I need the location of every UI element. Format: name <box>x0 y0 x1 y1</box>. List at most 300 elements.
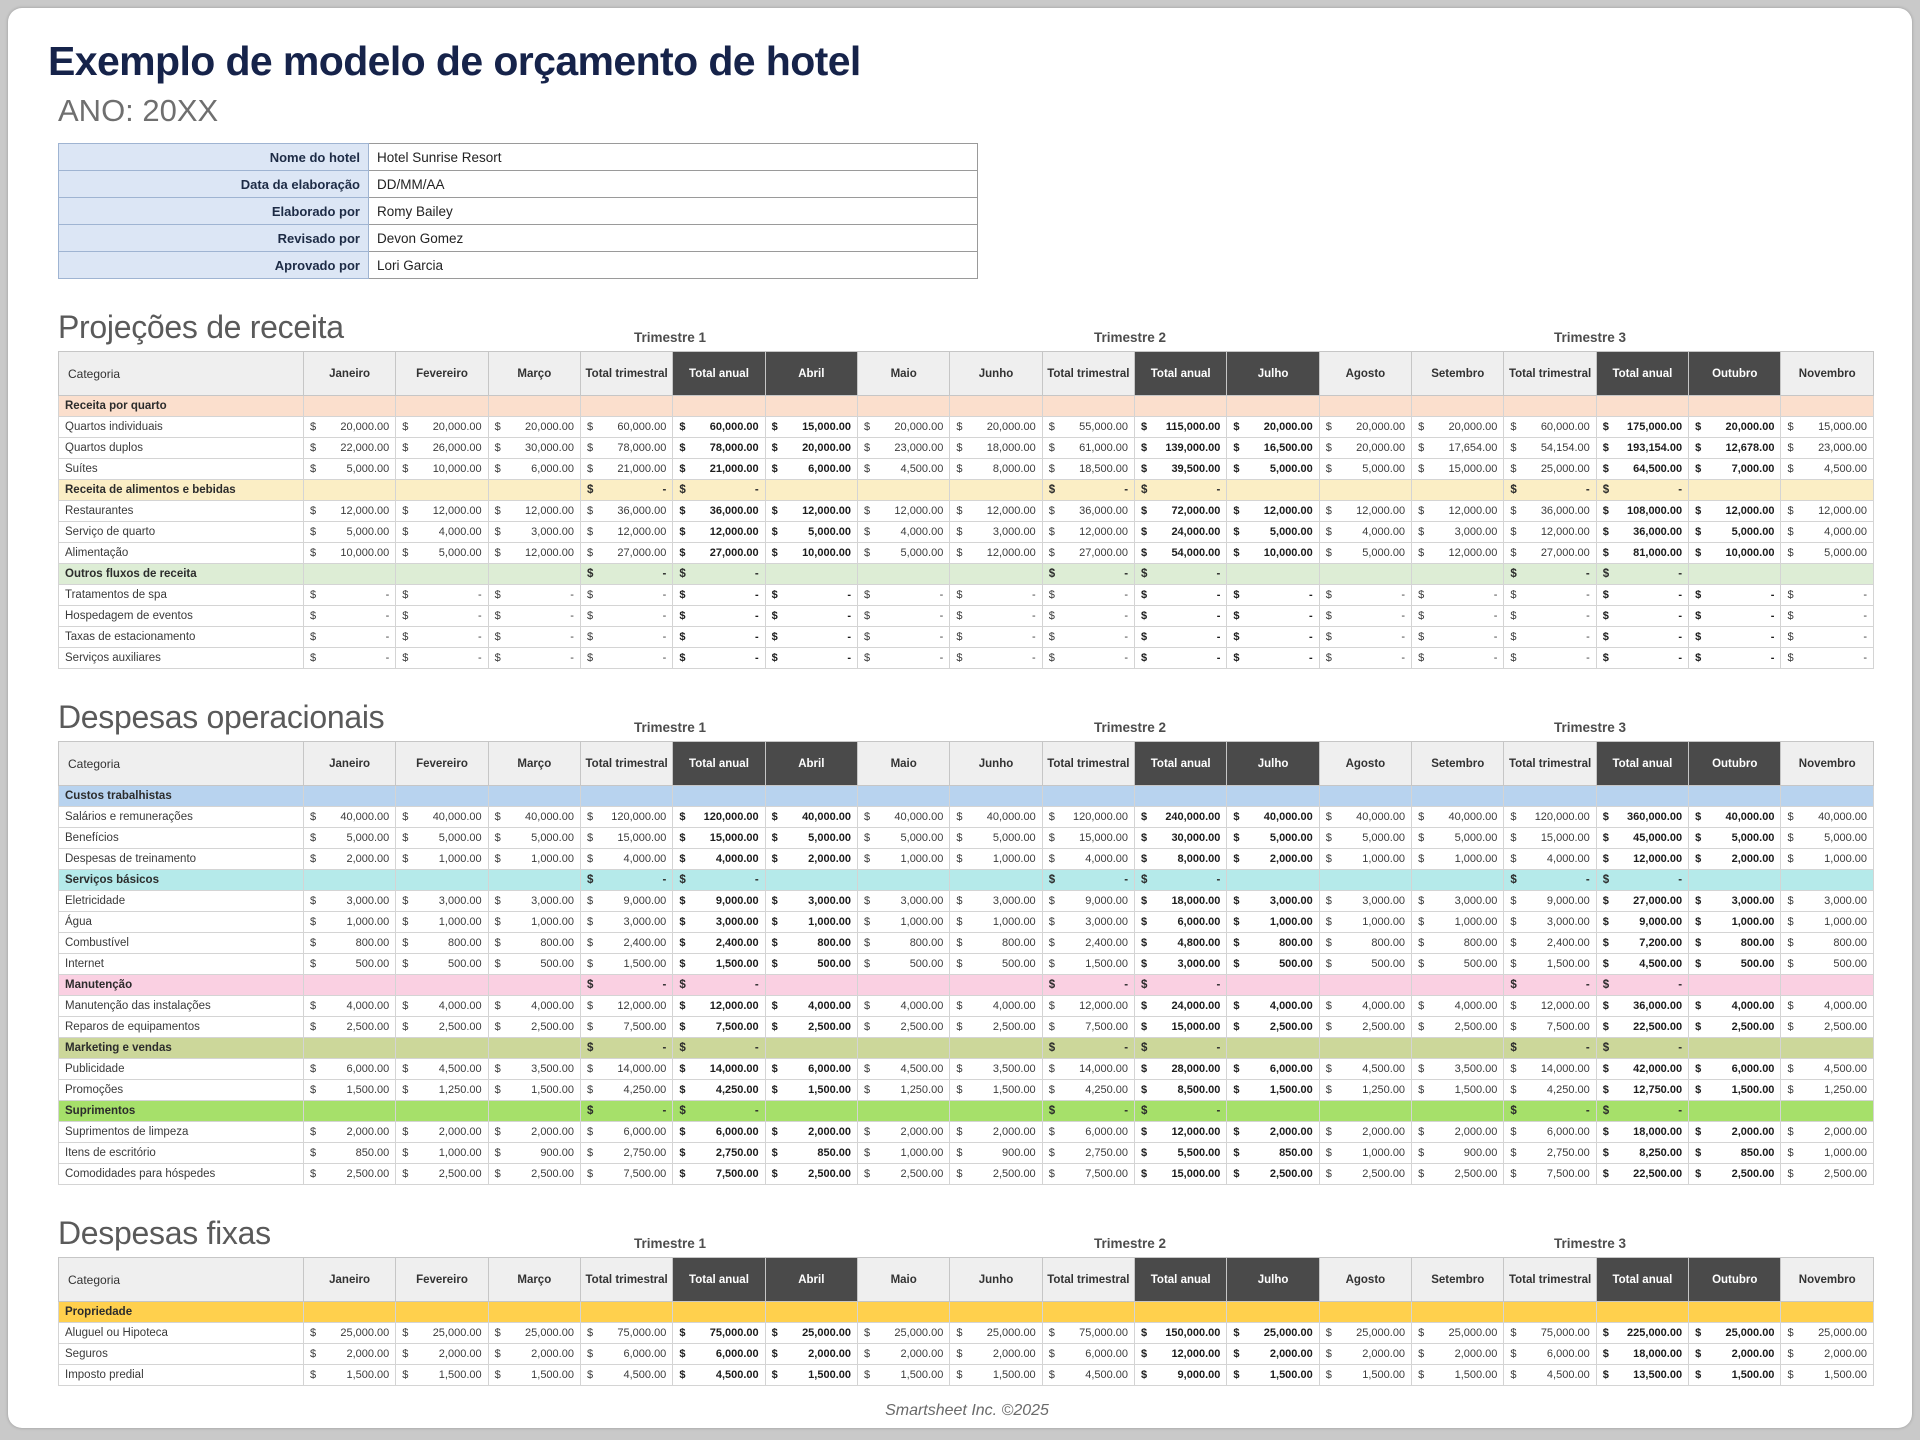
amount-cell[interactable] <box>488 1059 580 1080</box>
amount-cell[interactable] <box>858 522 950 543</box>
amount-cell[interactable] <box>303 480 395 501</box>
amount-cell[interactable] <box>1042 996 1134 1017</box>
amount-cell[interactable] <box>950 501 1042 522</box>
amount-cell[interactable] <box>1596 1365 1688 1386</box>
amount-cell[interactable] <box>303 1017 395 1038</box>
amount-cell[interactable] <box>1412 996 1504 1017</box>
amount-cell[interactable] <box>950 849 1042 870</box>
amount-cell[interactable] <box>396 786 488 807</box>
amount-cell[interactable] <box>1504 585 1596 606</box>
amount-cell[interactable] <box>1227 828 1319 849</box>
amount-cell[interactable] <box>673 459 765 480</box>
amount-cell[interactable] <box>1689 870 1781 891</box>
amount-cell[interactable] <box>858 1038 950 1059</box>
amount-cell[interactable] <box>488 1302 580 1323</box>
amount-cell[interactable] <box>1319 459 1411 480</box>
amount-cell[interactable] <box>1504 564 1596 585</box>
amount-cell[interactable] <box>673 891 765 912</box>
amount-cell[interactable] <box>1227 459 1319 480</box>
amount-cell[interactable] <box>1781 396 1874 417</box>
amount-cell[interactable] <box>396 459 488 480</box>
amount-cell[interactable] <box>1042 891 1134 912</box>
amount-cell[interactable] <box>673 501 765 522</box>
amount-cell[interactable] <box>950 627 1042 648</box>
amount-cell[interactable] <box>580 627 672 648</box>
amount-cell[interactable] <box>1504 1101 1596 1122</box>
amount-cell[interactable] <box>580 870 672 891</box>
amount-cell[interactable] <box>858 1101 950 1122</box>
amount-cell[interactable] <box>303 786 395 807</box>
amount-cell[interactable] <box>488 786 580 807</box>
amount-cell[interactable] <box>1689 1101 1781 1122</box>
amount-cell[interactable] <box>1319 1365 1411 1386</box>
amount-cell[interactable] <box>1596 975 1688 996</box>
amount-cell[interactable] <box>1319 975 1411 996</box>
amount-cell[interactable] <box>673 585 765 606</box>
amount-cell[interactable] <box>1042 459 1134 480</box>
amount-cell[interactable] <box>1319 501 1411 522</box>
amount-cell[interactable] <box>303 438 395 459</box>
amount-cell[interactable] <box>396 1101 488 1122</box>
amount-cell[interactable] <box>1781 1365 1874 1386</box>
amount-cell[interactable] <box>765 1038 857 1059</box>
amount-cell[interactable] <box>1227 849 1319 870</box>
amount-cell[interactable] <box>1135 480 1227 501</box>
amount-cell[interactable] <box>1412 1080 1504 1101</box>
amount-cell[interactable] <box>1689 480 1781 501</box>
amount-cell[interactable] <box>580 933 672 954</box>
amount-cell[interactable] <box>1596 1302 1688 1323</box>
amount-cell[interactable] <box>1042 1101 1134 1122</box>
amount-cell[interactable] <box>396 1302 488 1323</box>
amount-cell[interactable] <box>1596 1344 1688 1365</box>
amount-cell[interactable] <box>950 1143 1042 1164</box>
amount-cell[interactable] <box>1412 1143 1504 1164</box>
amount-cell[interactable] <box>1504 417 1596 438</box>
amount-cell[interactable] <box>950 480 1042 501</box>
amount-cell[interactable] <box>1135 786 1227 807</box>
amount-cell[interactable] <box>1781 522 1874 543</box>
amount-cell[interactable] <box>1504 396 1596 417</box>
amount-cell[interactable] <box>858 1344 950 1365</box>
amount-cell[interactable] <box>858 459 950 480</box>
amount-cell[interactable] <box>1227 627 1319 648</box>
amount-cell[interactable] <box>1689 501 1781 522</box>
amount-cell[interactable] <box>673 786 765 807</box>
amount-cell[interactable] <box>673 849 765 870</box>
amount-cell[interactable] <box>950 891 1042 912</box>
amount-cell[interactable] <box>396 1080 488 1101</box>
amount-cell[interactable] <box>1042 396 1134 417</box>
amount-cell[interactable] <box>858 396 950 417</box>
amount-cell[interactable] <box>1042 1038 1134 1059</box>
amount-cell[interactable] <box>858 627 950 648</box>
amount-cell[interactable] <box>580 480 672 501</box>
amount-cell[interactable] <box>950 585 1042 606</box>
amount-cell[interactable] <box>1689 585 1781 606</box>
amount-cell[interactable] <box>1412 1101 1504 1122</box>
amount-cell[interactable] <box>303 1059 395 1080</box>
amount-cell[interactable] <box>858 564 950 585</box>
amount-cell[interactable] <box>1227 975 1319 996</box>
amount-cell[interactable] <box>1504 1302 1596 1323</box>
amount-cell[interactable] <box>396 438 488 459</box>
amount-cell[interactable] <box>1227 1323 1319 1344</box>
amount-cell[interactable] <box>1412 975 1504 996</box>
amount-cell[interactable] <box>1319 522 1411 543</box>
amount-cell[interactable] <box>1504 891 1596 912</box>
amount-cell[interactable] <box>673 996 765 1017</box>
amount-cell[interactable] <box>396 627 488 648</box>
amount-cell[interactable] <box>488 522 580 543</box>
amount-cell[interactable] <box>950 648 1042 669</box>
amount-cell[interactable] <box>580 564 672 585</box>
amount-cell[interactable] <box>1689 1164 1781 1185</box>
amount-cell[interactable] <box>1412 585 1504 606</box>
amount-cell[interactable] <box>1135 606 1227 627</box>
amount-cell[interactable] <box>1689 891 1781 912</box>
amount-cell[interactable] <box>580 1017 672 1038</box>
amount-cell[interactable] <box>1227 1302 1319 1323</box>
amount-cell[interactable] <box>580 807 672 828</box>
amount-cell[interactable] <box>1689 1323 1781 1344</box>
amount-cell[interactable] <box>1135 870 1227 891</box>
amount-cell[interactable] <box>1689 1038 1781 1059</box>
amount-cell[interactable] <box>1227 501 1319 522</box>
amount-cell[interactable] <box>858 786 950 807</box>
amount-cell[interactable] <box>396 501 488 522</box>
amount-cell[interactable] <box>1781 1164 1874 1185</box>
amount-cell[interactable] <box>765 606 857 627</box>
amount-cell[interactable] <box>396 849 488 870</box>
amount-cell[interactable] <box>1781 954 1874 975</box>
amount-cell[interactable] <box>303 849 395 870</box>
amount-cell[interactable] <box>765 1080 857 1101</box>
amount-cell[interactable] <box>1412 606 1504 627</box>
amount-cell[interactable] <box>765 996 857 1017</box>
amount-cell[interactable] <box>1781 807 1874 828</box>
amount-cell[interactable] <box>1412 912 1504 933</box>
amount-cell[interactable] <box>858 996 950 1017</box>
amount-cell[interactable] <box>303 870 395 891</box>
amount-cell[interactable] <box>1042 1323 1134 1344</box>
amount-cell[interactable] <box>303 954 395 975</box>
amount-cell[interactable] <box>1504 627 1596 648</box>
amount-cell[interactable] <box>1319 606 1411 627</box>
amount-cell[interactable] <box>1689 1143 1781 1164</box>
amount-cell[interactable] <box>1227 585 1319 606</box>
amount-cell[interactable] <box>303 1143 395 1164</box>
amount-cell[interactable] <box>765 1344 857 1365</box>
amount-cell[interactable] <box>950 1344 1042 1365</box>
amount-cell[interactable] <box>1227 1365 1319 1386</box>
amount-cell[interactable] <box>1135 1143 1227 1164</box>
amount-cell[interactable] <box>1504 1143 1596 1164</box>
amount-cell[interactable] <box>1319 627 1411 648</box>
amount-cell[interactable] <box>1227 480 1319 501</box>
amount-cell[interactable] <box>488 417 580 438</box>
amount-cell[interactable] <box>1596 870 1688 891</box>
amount-cell[interactable] <box>488 807 580 828</box>
amount-cell[interactable] <box>950 996 1042 1017</box>
amount-cell[interactable] <box>488 891 580 912</box>
amount-cell[interactable] <box>858 501 950 522</box>
amount-cell[interactable] <box>858 438 950 459</box>
amount-cell[interactable] <box>1504 996 1596 1017</box>
amount-cell[interactable] <box>396 828 488 849</box>
amount-cell[interactable] <box>1412 1365 1504 1386</box>
amount-cell[interactable] <box>858 891 950 912</box>
amount-cell[interactable] <box>580 849 672 870</box>
amount-cell[interactable] <box>765 396 857 417</box>
amount-cell[interactable] <box>1781 1017 1874 1038</box>
amount-cell[interactable] <box>1689 933 1781 954</box>
amount-cell[interactable] <box>1596 933 1688 954</box>
amount-cell[interactable] <box>1596 396 1688 417</box>
amount-cell[interactable] <box>488 870 580 891</box>
amount-cell[interactable] <box>1135 459 1227 480</box>
amount-cell[interactable] <box>580 1059 672 1080</box>
amount-cell[interactable] <box>303 1344 395 1365</box>
amount-cell[interactable] <box>580 954 672 975</box>
amount-cell[interactable] <box>1227 417 1319 438</box>
amount-cell[interactable] <box>1319 828 1411 849</box>
amount-cell[interactable] <box>1412 1059 1504 1080</box>
amount-cell[interactable] <box>1135 1017 1227 1038</box>
amount-cell[interactable] <box>1227 1038 1319 1059</box>
amount-cell[interactable] <box>765 828 857 849</box>
amount-cell[interactable] <box>1227 543 1319 564</box>
info-value[interactable]: DD/MM/AA <box>369 171 978 198</box>
amount-cell[interactable] <box>1781 1080 1874 1101</box>
amount-cell[interactable] <box>580 1302 672 1323</box>
amount-cell[interactable] <box>1042 522 1134 543</box>
amount-cell[interactable] <box>1689 828 1781 849</box>
amount-cell[interactable] <box>396 1323 488 1344</box>
amount-cell[interactable] <box>673 438 765 459</box>
amount-cell[interactable] <box>765 1059 857 1080</box>
amount-cell[interactable] <box>1135 1365 1227 1386</box>
amount-cell[interactable] <box>950 1059 1042 1080</box>
amount-cell[interactable] <box>1135 501 1227 522</box>
amount-cell[interactable] <box>1319 1038 1411 1059</box>
amount-cell[interactable] <box>488 564 580 585</box>
amount-cell[interactable] <box>1504 870 1596 891</box>
amount-cell[interactable] <box>950 1017 1042 1038</box>
amount-cell[interactable] <box>1227 1143 1319 1164</box>
amount-cell[interactable] <box>673 1059 765 1080</box>
amount-cell[interactable] <box>1135 891 1227 912</box>
amount-cell[interactable] <box>580 828 672 849</box>
amount-cell[interactable] <box>1412 564 1504 585</box>
amount-cell[interactable] <box>1596 1038 1688 1059</box>
amount-cell[interactable] <box>488 501 580 522</box>
amount-cell[interactable] <box>1504 807 1596 828</box>
amount-cell[interactable] <box>1227 891 1319 912</box>
amount-cell[interactable] <box>1135 975 1227 996</box>
amount-cell[interactable] <box>1412 786 1504 807</box>
amount-cell[interactable] <box>858 912 950 933</box>
amount-cell[interactable] <box>303 1101 395 1122</box>
amount-cell[interactable] <box>1042 933 1134 954</box>
amount-cell[interactable] <box>1319 1323 1411 1344</box>
amount-cell[interactable] <box>488 1323 580 1344</box>
amount-cell[interactable] <box>950 1080 1042 1101</box>
amount-cell[interactable] <box>858 828 950 849</box>
amount-cell[interactable] <box>580 438 672 459</box>
amount-cell[interactable] <box>673 1101 765 1122</box>
amount-cell[interactable] <box>950 1101 1042 1122</box>
amount-cell[interactable] <box>303 996 395 1017</box>
amount-cell[interactable] <box>1412 870 1504 891</box>
amount-cell[interactable] <box>396 564 488 585</box>
amount-cell[interactable] <box>1135 1323 1227 1344</box>
amount-cell[interactable] <box>396 648 488 669</box>
amount-cell[interactable] <box>303 648 395 669</box>
amount-cell[interactable] <box>765 648 857 669</box>
amount-cell[interactable] <box>1781 585 1874 606</box>
amount-cell[interactable] <box>1781 1038 1874 1059</box>
amount-cell[interactable] <box>1689 954 1781 975</box>
amount-cell[interactable] <box>303 417 395 438</box>
amount-cell[interactable] <box>858 954 950 975</box>
amount-cell[interactable] <box>1135 1164 1227 1185</box>
amount-cell[interactable] <box>1319 648 1411 669</box>
amount-cell[interactable] <box>1504 975 1596 996</box>
amount-cell[interactable] <box>1319 1122 1411 1143</box>
amount-cell[interactable] <box>1227 912 1319 933</box>
amount-cell[interactable] <box>1319 786 1411 807</box>
amount-cell[interactable] <box>673 606 765 627</box>
amount-cell[interactable] <box>1689 1017 1781 1038</box>
amount-cell[interactable] <box>303 828 395 849</box>
amount-cell[interactable] <box>1781 1323 1874 1344</box>
amount-cell[interactable] <box>1227 438 1319 459</box>
amount-cell[interactable] <box>1412 522 1504 543</box>
amount-cell[interactable] <box>1227 522 1319 543</box>
amount-cell[interactable] <box>1689 996 1781 1017</box>
amount-cell[interactable] <box>1412 1323 1504 1344</box>
amount-cell[interactable] <box>1135 1059 1227 1080</box>
amount-cell[interactable] <box>673 396 765 417</box>
amount-cell[interactable] <box>950 606 1042 627</box>
amount-cell[interactable] <box>1689 1344 1781 1365</box>
amount-cell[interactable] <box>580 396 672 417</box>
amount-cell[interactable] <box>1042 501 1134 522</box>
amount-cell[interactable] <box>950 975 1042 996</box>
amount-cell[interactable] <box>1596 585 1688 606</box>
amount-cell[interactable] <box>765 912 857 933</box>
amount-cell[interactable] <box>1781 975 1874 996</box>
amount-cell[interactable] <box>1689 564 1781 585</box>
amount-cell[interactable] <box>950 1323 1042 1344</box>
amount-cell[interactable] <box>1781 564 1874 585</box>
amount-cell[interactable] <box>673 522 765 543</box>
amount-cell[interactable] <box>396 606 488 627</box>
amount-cell[interactable] <box>1504 1122 1596 1143</box>
amount-cell[interactable] <box>488 1164 580 1185</box>
amount-cell[interactable] <box>1781 912 1874 933</box>
amount-cell[interactable] <box>765 1101 857 1122</box>
amount-cell[interactable] <box>1781 648 1874 669</box>
amount-cell[interactable] <box>1042 1365 1134 1386</box>
amount-cell[interactable] <box>1319 1101 1411 1122</box>
amount-cell[interactable] <box>673 480 765 501</box>
amount-cell[interactable] <box>396 1164 488 1185</box>
amount-cell[interactable] <box>1412 891 1504 912</box>
amount-cell[interactable] <box>1596 564 1688 585</box>
amount-cell[interactable] <box>1319 438 1411 459</box>
amount-cell[interactable] <box>580 891 672 912</box>
amount-cell[interactable] <box>303 1365 395 1386</box>
amount-cell[interactable] <box>1596 627 1688 648</box>
amount-cell[interactable] <box>1319 1059 1411 1080</box>
amount-cell[interactable] <box>1227 954 1319 975</box>
amount-cell[interactable] <box>1412 417 1504 438</box>
amount-cell[interactable] <box>1412 807 1504 828</box>
amount-cell[interactable] <box>1689 396 1781 417</box>
amount-cell[interactable] <box>488 627 580 648</box>
amount-cell[interactable] <box>858 807 950 828</box>
amount-cell[interactable] <box>1504 933 1596 954</box>
amount-cell[interactable] <box>303 807 395 828</box>
amount-cell[interactable] <box>1135 1038 1227 1059</box>
amount-cell[interactable] <box>1135 648 1227 669</box>
amount-cell[interactable] <box>1596 522 1688 543</box>
amount-cell[interactable] <box>1042 627 1134 648</box>
amount-cell[interactable] <box>1412 648 1504 669</box>
amount-cell[interactable] <box>396 891 488 912</box>
amount-cell[interactable] <box>1596 501 1688 522</box>
amount-cell[interactable] <box>1689 912 1781 933</box>
amount-cell[interactable] <box>1781 459 1874 480</box>
amount-cell[interactable] <box>488 1038 580 1059</box>
amount-cell[interactable] <box>1135 828 1227 849</box>
amount-cell[interactable] <box>1689 1122 1781 1143</box>
amount-cell[interactable] <box>1042 606 1134 627</box>
amount-cell[interactable] <box>1135 1122 1227 1143</box>
amount-cell[interactable] <box>673 1017 765 1038</box>
amount-cell[interactable] <box>1412 1164 1504 1185</box>
amount-cell[interactable] <box>396 1122 488 1143</box>
amount-cell[interactable] <box>580 786 672 807</box>
amount-cell[interactable] <box>1596 786 1688 807</box>
amount-cell[interactable] <box>303 522 395 543</box>
amount-cell[interactable] <box>1042 585 1134 606</box>
amount-cell[interactable] <box>303 459 395 480</box>
amount-cell[interactable] <box>1596 417 1688 438</box>
amount-cell[interactable] <box>580 501 672 522</box>
amount-cell[interactable] <box>1596 606 1688 627</box>
amount-cell[interactable] <box>765 807 857 828</box>
amount-cell[interactable] <box>488 912 580 933</box>
amount-cell[interactable] <box>1042 648 1134 669</box>
amount-cell[interactable] <box>1319 480 1411 501</box>
amount-cell[interactable] <box>396 807 488 828</box>
amount-cell[interactable] <box>1596 891 1688 912</box>
amount-cell[interactable] <box>1319 954 1411 975</box>
amount-cell[interactable] <box>1781 627 1874 648</box>
amount-cell[interactable] <box>1042 438 1134 459</box>
amount-cell[interactable] <box>580 1080 672 1101</box>
amount-cell[interactable] <box>1227 606 1319 627</box>
amount-cell[interactable] <box>1596 1080 1688 1101</box>
amount-cell[interactable] <box>303 975 395 996</box>
amount-cell[interactable] <box>1781 1302 1874 1323</box>
amount-cell[interactable] <box>396 543 488 564</box>
amount-cell[interactable] <box>1319 1344 1411 1365</box>
amount-cell[interactable] <box>673 1365 765 1386</box>
